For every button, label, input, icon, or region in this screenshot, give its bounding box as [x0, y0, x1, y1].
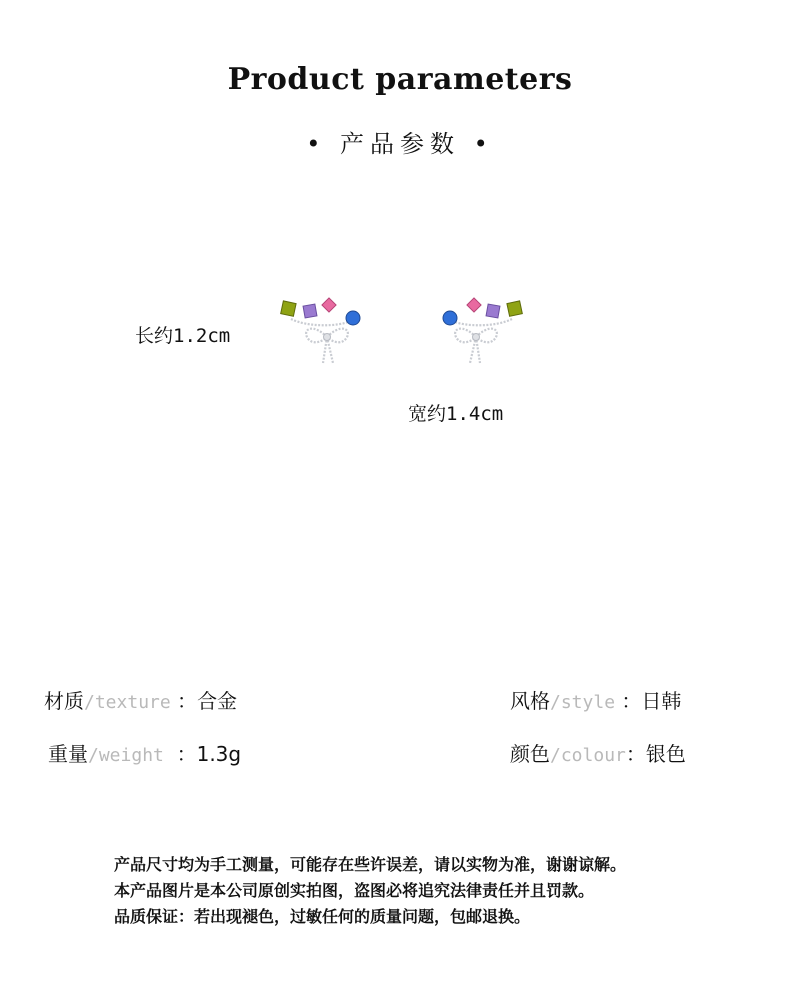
- note-copyright: 本产品图片是本公司原创实拍图，盗图必将追究法律责任并且罚款。: [114, 881, 595, 900]
- page-title: Product parameters: [227, 62, 573, 97]
- param-color-label: 颜色: [510, 742, 550, 766]
- param-material-label: 材质: [44, 689, 84, 713]
- param-weight: [48, 738, 241, 767]
- param-style-sep: ：: [615, 689, 642, 713]
- param-style-slash: /: [550, 692, 561, 713]
- param-weight-label: 重量: [48, 742, 88, 766]
- param-color-value: 银色: [645, 742, 686, 766]
- page-subtitle: • 产品参数 •: [306, 130, 494, 158]
- param-style-en: style: [560, 692, 616, 713]
- note-measurement: 产品尺寸均为手工测量，可能存在些许误差，请以实物为准，谢谢谅解。: [114, 855, 627, 874]
- earring-left-image: [277, 297, 377, 369]
- param-material-slash: /: [84, 692, 95, 713]
- param-weight-sep: ：: [163, 742, 197, 766]
- param-material-en: texture: [94, 692, 171, 713]
- param-material-value: 合金: [197, 689, 238, 713]
- param-weight-slash: /: [88, 745, 99, 766]
- param-style-value: 日韩: [641, 689, 682, 713]
- note-quality: 品质保证：若出现褪色，过敏任何的质量问题，包邮退换。: [114, 907, 531, 926]
- param-color: [510, 738, 686, 767]
- param-style: [510, 685, 681, 714]
- param-material: [44, 685, 237, 714]
- param-material-sep: ：: [170, 689, 198, 713]
- param-weight-en: weight: [98, 745, 164, 766]
- param-color-slash: /: [550, 745, 561, 766]
- param-style-label: 风格: [510, 689, 550, 713]
- param-color-en: colour: [560, 745, 626, 766]
- param-weight-value: 1.3g: [196, 742, 242, 766]
- param-color-sep: ：: [625, 742, 646, 766]
- width-label: 宽约1.4cm: [408, 403, 504, 425]
- earring-right-image: [426, 297, 526, 369]
- length-label: 长约1.2cm: [135, 325, 231, 347]
